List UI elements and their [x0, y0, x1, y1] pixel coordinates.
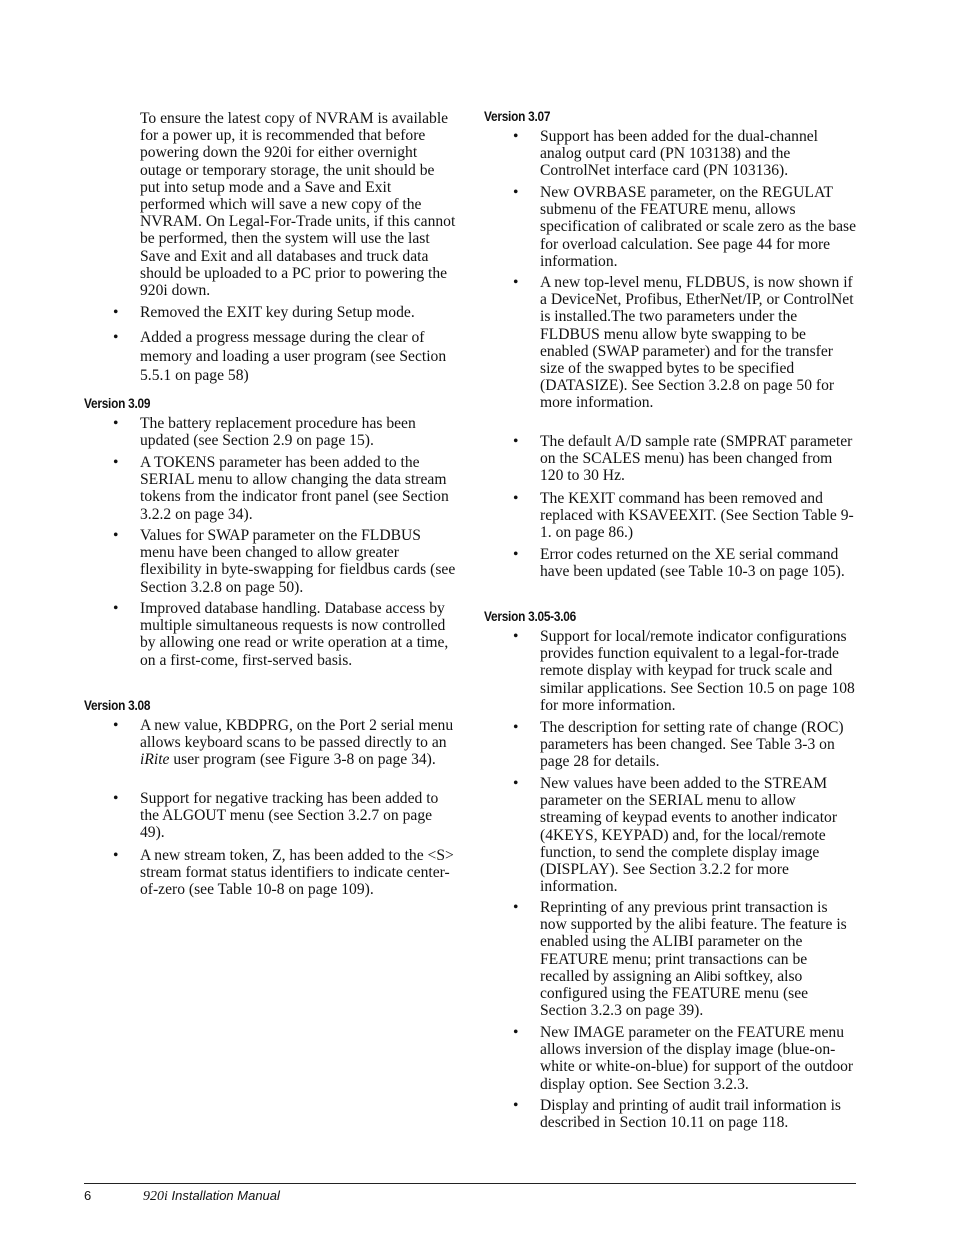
alibi-text-a: Reprinting of any previous print transaction is now supported by the alibi feature. The feature is enabled using the ALIBI parameter on the FEATURE menu; print transactions can be recalled by assigning an: [540, 899, 847, 985]
manual-title: [143, 1188, 280, 1205]
list-item: • New OVRBASE parameter, on the REGULAT submenu of the FEATURE menu, allows specification of calibrated or scale zero as the base for overload calculation. See page 44 for more information.: [484, 184, 858, 270]
list-item: • New values have been added to the STREAM parameter on the SERIAL menu to allow streaming of keypad events to another indicator (4KEYS, KEYPAD) and, for the local/remote function, to send the complete display image (DISPLAY). See Section 3.2.2 for more information.: [484, 775, 858, 895]
product-name: 920i: [143, 1189, 168, 1204]
list-item: • The description for setting rate of change (ROC) parameters has been changed. See Table 3-3 on page 28 for details.: [484, 719, 858, 771]
list-item: • A new stream token, Z, has been added to the <S> stream format status identifiers to indicate center-of-zero (see Table 10-8 on page 109).: [84, 847, 458, 899]
version-3-09-heading: Version 3.09: [84, 396, 151, 411]
footer-rule: [84, 1183, 856, 1184]
nvram-intro-paragraph: To ensure the latest copy of NVRAM is available for a power up, it is recommended that before powering down the 920i for either overnight outage or temporary storage, the unit should be put into setup mode and a Save and Exit performed which will save a new copy of the NVRAM. On Legal-For-Trade units, if this cannot be performed, then the system will use the last Save and Exit and all databases and truck data should be uploaded to a PC prior to powering the 920i down.: [140, 110, 456, 300]
list-item: • New IMAGE parameter on the FEATURE menu allows inversion of the display image (blue-on-white or white-on-blue) for support of the outdoor display option. See Section 3.2.3.: [484, 1024, 858, 1093]
list-item: • Improved database handling. Database access by multiple simultaneous requests is now controlled by allowing one read or write operation at a time, on a first-come, first-served basis.: [84, 600, 458, 669]
version-3-07-heading: Version 3.07: [484, 109, 551, 124]
manual-title-text: Installation Manual: [167, 1188, 280, 1203]
list-item: [84, 717, 458, 769]
irite-name: iRite: [140, 751, 170, 769]
list-item: • Support for local/remote indicator configurations provides function equivalent to a legal-for-trade remote display with keypad for truck scale and similar applications. See Section 10.5 on page 108 for more information.: [484, 628, 858, 714]
kbdprg-text-b: user program (see Figure 3-8 on page 34).: [169, 751, 436, 769]
list-item: [484, 899, 858, 1019]
list-item: • The battery replacement procedure has been updated (see Section 2.9 on page 15).: [84, 415, 458, 449]
list-item: • Error codes returned on the XE serial command have been updated (see Table 10-3 on page 105).: [484, 546, 858, 580]
list-item: • The default A/D sample rate (SMPRAT parameter on the SCALES menu) has been changed from 120 to 30 Hz.: [484, 433, 858, 485]
list-item: • Support has been added for the dual-channel analog output card (PN 103138) and the ControlNet interface card (PN 103136).: [484, 128, 858, 180]
kbdprg-text-a: A new value, KBDPRG, on the Port 2 serial menu allows keyboard scans to be passed directly to an: [140, 717, 454, 752]
version-3-08-heading: Version 3.08: [84, 698, 151, 713]
alibi-softkey-name: Alibi: [694, 967, 721, 984]
list-item: • A TOKENS parameter has been added to the SERIAL menu to allow changing the data stream tokens from the indicator front panel (see Section 3.2.2 on page 34).: [84, 454, 458, 523]
list-item: • The KEXIT command has been removed and replaced with KSAVEEXIT. (See Section Table 9-1. on page 86.): [484, 490, 858, 542]
list-item: • Display and printing of audit trail information is described in Section 10.11 on page 118.: [484, 1097, 858, 1131]
list-item: • Values for SWAP parameter on the FLDBUS menu have been changed to allow greater flexibility in byte-swapping for fieldbus cards (see Section 3.2.8 on page 50).: [84, 527, 458, 596]
list-item: • Added a progress message during the clear of memory and loading a user program (see Section 5.5.1 on page 58): [84, 328, 458, 385]
page-number: 6: [84, 1188, 92, 1203]
list-item: • Removed the EXIT key during Setup mode.: [84, 304, 458, 321]
alibi-text-b: softkey, also configured using the FEATURE menu (see Section 3.2.3 on page 39).: [540, 967, 809, 1020]
version-3-05-3-06-heading: Version 3.05-3.06: [484, 609, 576, 624]
list-item: • Support for negative tracking has been added to the ALGOUT menu (see Section 3.2.7 on page 49).: [84, 790, 458, 842]
list-item: • A new top-level menu, FLDBUS, is now shown if a DeviceNet, Profibus, EtherNet/IP, or ControlNet is installed.The two parameters under the FLDBUS menu allow byte swapping to be enabled (SWAP parameter) and for the transfer size of the swapped bytes to be specified (DATASIZE). See Section 3.2.8 on page 50 for more information.: [484, 274, 858, 412]
